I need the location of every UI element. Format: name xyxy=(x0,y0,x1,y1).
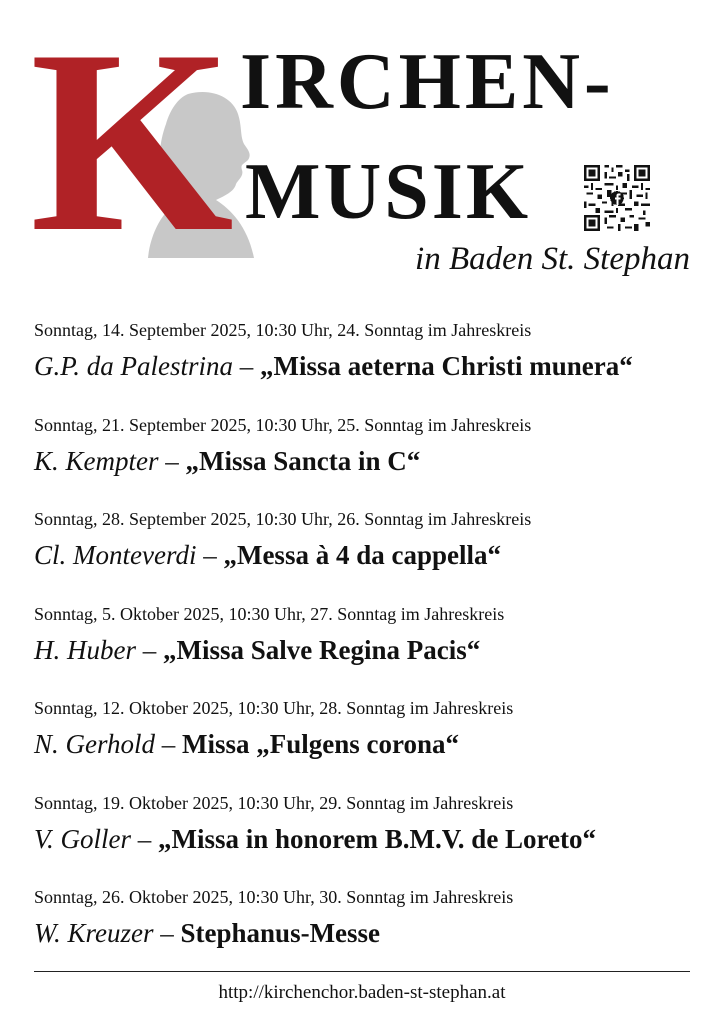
separator: – xyxy=(136,634,163,665)
event-date: Sonntag, 14. September 2025, 10:30 Uhr, 24. Sonntag im Jahreskreis xyxy=(34,320,532,340)
event-date: Sonntag, 5. Oktober 2025, 10:30 Uhr, 27. Sonntag im Jahreskreis xyxy=(34,603,505,624)
event-work xyxy=(34,823,714,855)
separator: – xyxy=(131,823,159,854)
composer-name: V. Goller xyxy=(34,823,132,854)
list-item xyxy=(34,602,714,697)
mass-title: „Messa à 4 da cappella“ xyxy=(223,540,501,570)
separator: – xyxy=(158,445,186,476)
logo xyxy=(30,0,245,286)
mass-title: „Missa in honorem B.M.V. de Loreto“ xyxy=(158,823,597,854)
mass-title: „Missa Sancta in C“ xyxy=(185,445,421,476)
event-work xyxy=(34,350,714,382)
separator: – xyxy=(153,918,181,948)
title-line-1: IRCHEN- xyxy=(240,38,615,126)
event-date: Sonntag, 28. September 2025, 10:30 Uhr, 26. Sonntag im Jahreskreis xyxy=(34,509,532,529)
event-list xyxy=(34,318,714,980)
title-line-2: MUSIK xyxy=(245,148,532,236)
composer-name: G.P. da Palestrina xyxy=(34,351,234,381)
event-work xyxy=(34,445,714,477)
list-item xyxy=(34,507,714,602)
separator: – xyxy=(155,729,183,759)
composer-name: Cl. Monteverdi xyxy=(34,540,197,570)
composer-name: H. Huber xyxy=(34,634,136,665)
initial-letter: K xyxy=(30,0,234,286)
separator: – xyxy=(196,540,224,570)
list-item xyxy=(34,413,714,508)
event-work xyxy=(34,539,714,571)
event-work xyxy=(34,634,714,666)
qr-code-icon xyxy=(584,165,650,231)
mass-title: Stephanus-Messe xyxy=(180,918,381,948)
event-date: Sonntag, 12. Oktober 2025, 10:30 Uhr, 28. Sonntag im Jahreskreis xyxy=(34,698,514,718)
mass-title: „Missa Salve Regina Pacis“ xyxy=(163,634,481,665)
event-work xyxy=(34,917,714,949)
list-item xyxy=(34,318,714,413)
footer-divider xyxy=(34,971,690,972)
event-work xyxy=(34,728,714,760)
list-item xyxy=(34,696,714,791)
separator: – xyxy=(233,351,261,381)
composer-name: K. Kempter xyxy=(34,445,159,476)
composer-name: N. Gerhold xyxy=(34,729,156,759)
event-date: Sonntag, 26. Oktober 2025, 10:30 Uhr, 30. Sonntag im Jahreskreis xyxy=(34,887,514,907)
event-date: Sonntag, 19. Oktober 2025, 10:30 Uhr, 29. Sonntag im Jahreskreis xyxy=(34,792,514,813)
mass-title: „Missa aeterna Christi munera“ xyxy=(260,351,633,381)
list-item xyxy=(34,791,714,886)
poster-header xyxy=(0,0,724,290)
subtitle: in Baden St. Stephan xyxy=(415,241,690,277)
composer-name: W. Kreuzer xyxy=(34,918,154,948)
footer-url[interactable]: http://kirchenchor.baden-st-stephan.at xyxy=(218,982,506,1003)
list-item xyxy=(34,885,714,980)
mass-title: Missa „Fulgens corona“ xyxy=(182,729,460,759)
event-date: Sonntag, 21. September 2025, 10:30 Uhr, 25. Sonntag im Jahreskreis xyxy=(34,414,532,435)
